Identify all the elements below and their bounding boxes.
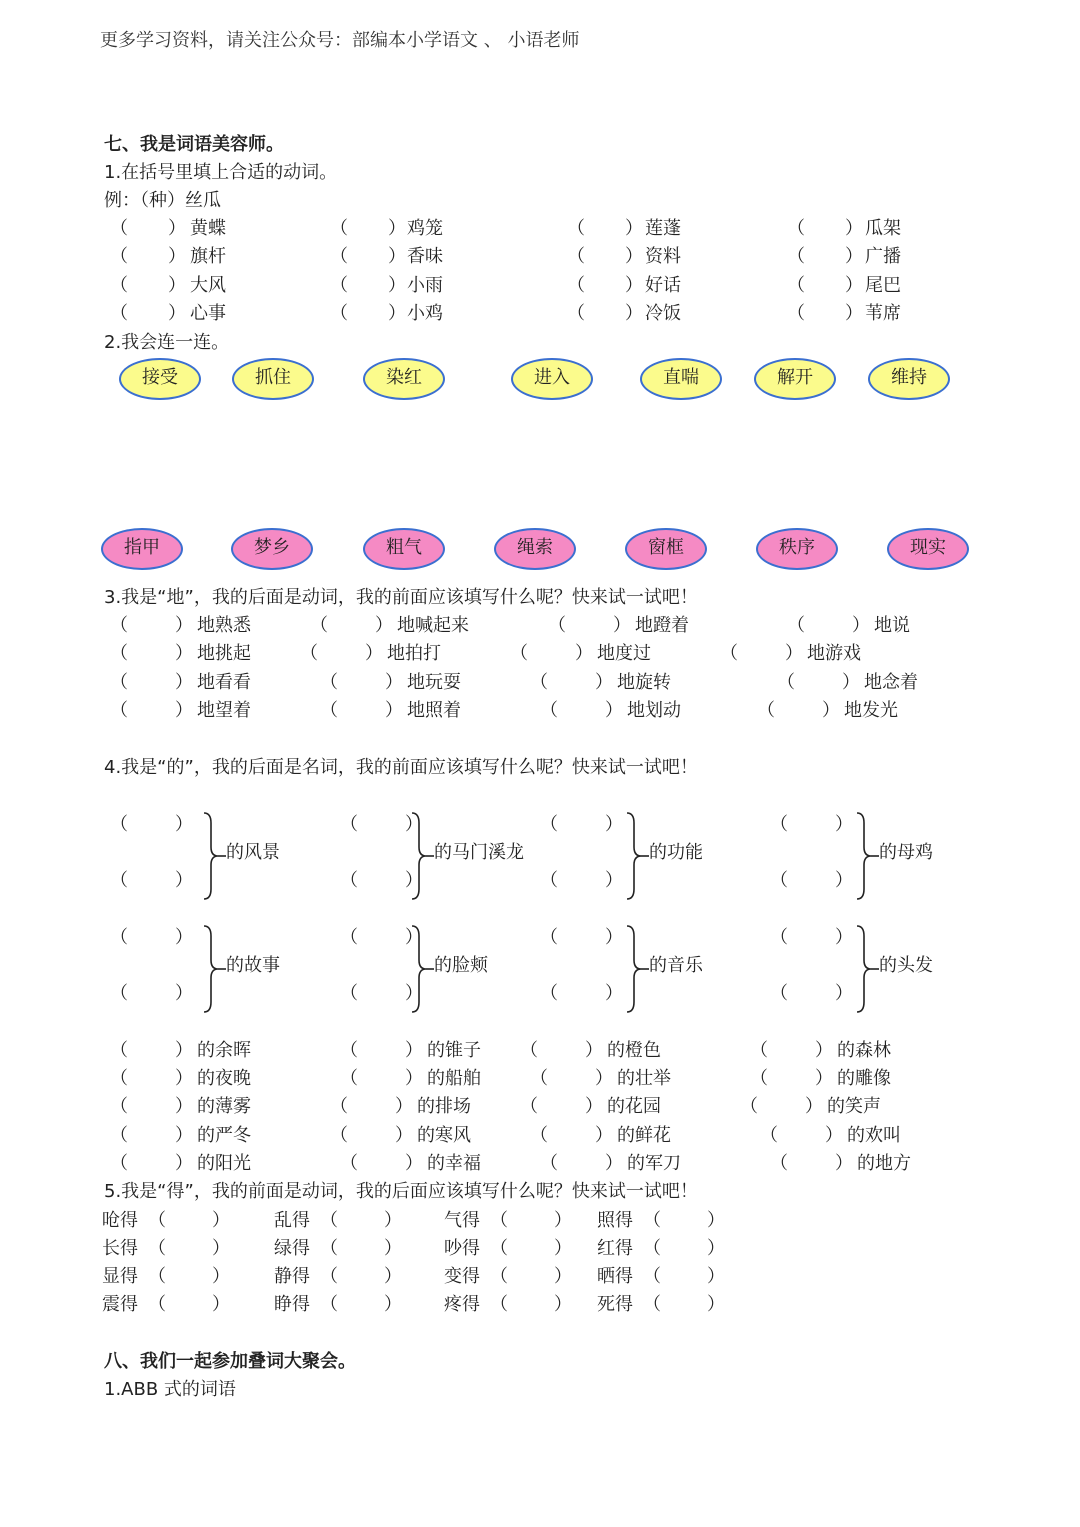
blank-open-paren: （ [110, 672, 128, 693]
blank-close-paren: ） [175, 643, 193, 664]
q4-group-noun: 的故事 [226, 955, 280, 976]
q3-instruction: 3.我是“地”，我的后面是动词，我的前面应该填写什么呢？快来试一试吧！ [104, 587, 698, 608]
blank-close-paren: ） [175, 1040, 193, 1061]
section7-title: 七、我是词语美容师。 [104, 134, 284, 155]
blank-close-paren: ） [405, 927, 423, 948]
blank-open-paren: （ [567, 303, 585, 324]
q5-word: 乱得 [274, 1210, 310, 1231]
blank-close-paren: ） [405, 814, 423, 835]
blank-open-paren: （ [777, 672, 795, 693]
q4-word: 的壮举 [617, 1068, 671, 1089]
blank-open-paren: （ [540, 1153, 558, 1174]
bottom-word-label: 绳索 [517, 537, 553, 558]
q4-group-noun: 的音乐 [649, 955, 703, 976]
blank-close-paren: ） [852, 615, 870, 636]
q3-word: 地划动 [627, 700, 681, 721]
blank-close-paren: ） [385, 700, 403, 721]
blank-close-paren: ） [845, 218, 863, 239]
blank-close-paren: ） [395, 1125, 413, 1146]
top-word-label: 接受 [142, 367, 178, 388]
blank-open-paren: （ [760, 1125, 778, 1146]
blank-close-paren: ） [835, 870, 853, 891]
q3-word: 地蹬着 [635, 615, 689, 636]
q4-word: 的寒风 [417, 1125, 471, 1146]
blank-close-paren: ） [212, 1294, 230, 1315]
bottom-word-label: 现实 [910, 537, 946, 558]
blank-open-paren: （ [110, 615, 128, 636]
q1-word: 广播 [865, 246, 901, 267]
bottom-word-label: 梦乡 [254, 537, 290, 558]
blank-close-paren: ） [625, 303, 643, 324]
curly-brace [625, 924, 649, 1014]
blank-close-paren: ） [384, 1238, 402, 1259]
blank-close-paren: ） [175, 1153, 193, 1174]
q5-word: 死得 [597, 1294, 633, 1315]
q3-word: 地游戏 [807, 643, 861, 664]
q5-word: 红得 [597, 1238, 633, 1259]
blank-open-paren: （ [340, 983, 358, 1004]
q3-word: 地念着 [864, 672, 918, 693]
blank-close-paren: ） [605, 814, 623, 835]
blank-open-paren: （ [320, 1210, 338, 1231]
blank-open-paren: （ [787, 303, 805, 324]
q5-word: 晒得 [597, 1266, 633, 1287]
blank-close-paren: ） [707, 1294, 725, 1315]
q1-word: 心事 [190, 303, 226, 324]
blank-open-paren: （ [320, 1238, 338, 1259]
top-word-label: 解开 [777, 367, 813, 388]
blank-open-paren: （ [540, 870, 558, 891]
q1-word: 资料 [645, 246, 681, 267]
blank-open-paren: （ [490, 1294, 508, 1315]
top-word-oval[interactable] [640, 358, 722, 400]
blank-open-paren: （ [770, 814, 788, 835]
q4-word: 的严冬 [197, 1125, 251, 1146]
blank-open-paren: （ [320, 672, 338, 693]
blank-open-paren: （ [110, 1096, 128, 1117]
blank-open-paren: （ [110, 870, 128, 891]
blank-open-paren: （ [643, 1266, 661, 1287]
q5-word: 气得 [444, 1210, 480, 1231]
q3-word: 地望着 [197, 700, 251, 721]
q1-instruction: 1.在括号里填上合适的动词。 [104, 162, 338, 183]
blank-open-paren: （ [540, 927, 558, 948]
blank-close-paren: ） [845, 303, 863, 324]
blank-open-paren: （ [300, 643, 318, 664]
top-word-oval[interactable] [868, 358, 950, 400]
top-word-label: 进入 [534, 367, 570, 388]
q4-word: 的锥子 [427, 1040, 481, 1061]
blank-close-paren: ） [175, 1068, 193, 1089]
blank-close-paren: ） [175, 814, 193, 835]
curly-brace [855, 924, 879, 1014]
blank-close-paren: ） [554, 1294, 572, 1315]
blank-open-paren: （ [567, 275, 585, 296]
blank-open-paren: （ [750, 1040, 768, 1061]
blank-close-paren: ） [388, 275, 406, 296]
s8-q1-instruction: 1.ABB 式的词语 [104, 1379, 236, 1400]
section8-title: 八、我们一起参加叠词大聚会。 [104, 1351, 356, 1372]
blank-open-paren: （ [310, 615, 328, 636]
blank-close-paren: ） [375, 615, 393, 636]
blank-open-paren: （ [770, 983, 788, 1004]
bottom-word-oval[interactable] [494, 528, 576, 570]
blank-close-paren: ） [384, 1266, 402, 1287]
q3-word: 地拍打 [387, 643, 441, 664]
blank-close-paren: ） [175, 1125, 193, 1146]
q4-word: 的森林 [837, 1040, 891, 1061]
blank-open-paren: （ [330, 1096, 348, 1117]
bottom-word-oval[interactable] [887, 528, 969, 570]
blank-close-paren: ） [395, 1096, 413, 1117]
q1-word: 鸡笼 [407, 218, 443, 239]
q4-group-noun: 的脸颊 [434, 955, 488, 976]
blank-close-paren: ） [168, 246, 186, 267]
q1-word: 黄蝶 [190, 218, 226, 239]
blank-close-paren: ） [605, 983, 623, 1004]
blank-close-paren: ） [707, 1266, 725, 1287]
bottom-word-oval[interactable] [101, 528, 183, 570]
bottom-word-label: 秩序 [779, 537, 815, 558]
q4-word: 的鲜花 [617, 1125, 671, 1146]
blank-open-paren: （ [320, 1266, 338, 1287]
blank-close-paren: ） [384, 1294, 402, 1315]
blank-close-paren: ） [822, 700, 840, 721]
q5-word: 绿得 [274, 1238, 310, 1259]
q4-word: 的雕像 [837, 1068, 891, 1089]
blank-close-paren: ） [625, 275, 643, 296]
q4-word: 的排场 [417, 1096, 471, 1117]
blank-close-paren: ） [554, 1210, 572, 1231]
top-word-label: 染红 [386, 367, 422, 388]
blank-open-paren: （ [490, 1238, 508, 1259]
bottom-word-oval[interactable] [363, 528, 445, 570]
blank-close-paren: ） [613, 615, 631, 636]
blank-open-paren: （ [540, 983, 558, 1004]
blank-close-paren: ） [785, 643, 803, 664]
blank-close-paren: ） [388, 218, 406, 239]
q1-example: 例：（种）丝瓜 [104, 190, 221, 211]
blank-open-paren: （ [330, 246, 348, 267]
blank-open-paren: （ [643, 1238, 661, 1259]
blank-open-paren: （ [110, 303, 128, 324]
blank-open-paren: （ [110, 1040, 128, 1061]
blank-close-paren: ） [388, 303, 406, 324]
blank-close-paren: ） [384, 1210, 402, 1231]
q3-word: 地说 [874, 615, 910, 636]
q5-word: 震得 [102, 1294, 138, 1315]
blank-close-paren: ） [212, 1238, 230, 1259]
top-word-oval[interactable] [119, 358, 201, 400]
q4-group-noun: 的头发 [879, 955, 933, 976]
blank-close-paren: ） [825, 1125, 843, 1146]
q4-word: 的花园 [607, 1096, 661, 1117]
blank-open-paren: （ [110, 700, 128, 721]
curly-brace [855, 811, 879, 901]
q1-word: 尾巴 [865, 275, 901, 296]
blank-close-paren: ） [405, 1153, 423, 1174]
q4-instruction: 4.我是“的”，我的后面是名词，我的前面应该填写什么呢？快来试一试吧！ [104, 757, 698, 778]
bottom-word-label: 指甲 [124, 537, 160, 558]
blank-close-paren: ） [175, 700, 193, 721]
blank-open-paren: （ [787, 246, 805, 267]
page-header: 更多学习资料，请关注公众号：部编本小学语文 、 小语老师 [100, 30, 580, 51]
blank-open-paren: （ [530, 1068, 548, 1089]
q2-instruction: 2.我会连一连。 [104, 332, 230, 353]
blank-open-paren: （ [110, 275, 128, 296]
blank-open-paren: （ [643, 1210, 661, 1231]
q5-word: 变得 [444, 1266, 480, 1287]
blank-open-paren: （ [110, 1125, 128, 1146]
blank-close-paren: ） [842, 672, 860, 693]
blank-close-paren: ） [835, 927, 853, 948]
q4-word: 的幸福 [427, 1153, 481, 1174]
blank-open-paren: （ [750, 1068, 768, 1089]
blank-open-paren: （ [720, 643, 738, 664]
q4-word: 的船舶 [427, 1068, 481, 1089]
blank-open-paren: （ [340, 1040, 358, 1061]
curly-brace [202, 811, 226, 901]
blank-open-paren: （ [643, 1294, 661, 1315]
blank-open-paren: （ [330, 275, 348, 296]
top-word-label: 抓住 [255, 367, 291, 388]
blank-open-paren: （ [148, 1294, 166, 1315]
blank-open-paren: （ [540, 700, 558, 721]
q5-word: 疼得 [444, 1294, 480, 1315]
curly-brace [202, 924, 226, 1014]
bottom-word-oval[interactable] [625, 528, 707, 570]
q4-word: 的欢叫 [847, 1125, 901, 1146]
blank-close-paren: ） [605, 927, 623, 948]
q1-word: 苇席 [865, 303, 901, 324]
q4-word: 的薄雾 [197, 1096, 251, 1117]
blank-open-paren: （ [540, 814, 558, 835]
q1-word: 香味 [407, 246, 443, 267]
blank-open-paren: （ [110, 1153, 128, 1174]
q5-word: 长得 [102, 1238, 138, 1259]
q5-word: 静得 [274, 1266, 310, 1287]
blank-open-paren: （ [110, 246, 128, 267]
q1-word: 小鸡 [407, 303, 443, 324]
top-word-label: 直喘 [663, 367, 699, 388]
q1-word: 冷饭 [645, 303, 681, 324]
q1-word: 好话 [645, 275, 681, 296]
q5-word: 照得 [597, 1210, 633, 1231]
blank-open-paren: （ [530, 1125, 548, 1146]
blank-close-paren: ） [175, 983, 193, 1004]
blank-open-paren: （ [490, 1266, 508, 1287]
blank-close-paren: ） [168, 218, 186, 239]
q1-word: 小雨 [407, 275, 443, 296]
blank-close-paren: ） [575, 643, 593, 664]
top-word-oval[interactable] [363, 358, 445, 400]
blank-close-paren: ） [845, 246, 863, 267]
blank-close-paren: ） [835, 814, 853, 835]
top-word-oval[interactable] [511, 358, 593, 400]
blank-close-paren: ） [168, 275, 186, 296]
q5-word: 显得 [102, 1266, 138, 1287]
blank-open-paren: （ [757, 700, 775, 721]
blank-close-paren: ） [605, 700, 623, 721]
blank-open-paren: （ [330, 1125, 348, 1146]
blank-open-paren: （ [110, 643, 128, 664]
blank-close-paren: ） [625, 218, 643, 239]
blank-open-paren: （ [330, 303, 348, 324]
bottom-word-label: 窗框 [648, 537, 684, 558]
q1-word: 大风 [190, 275, 226, 296]
blank-open-paren: （ [148, 1210, 166, 1231]
blank-open-paren: （ [340, 927, 358, 948]
blank-open-paren: （ [110, 218, 128, 239]
blank-open-paren: （ [787, 275, 805, 296]
q4-group-noun: 的风景 [226, 842, 280, 863]
blank-close-paren: ） [595, 1068, 613, 1089]
blank-open-paren: （ [340, 870, 358, 891]
blank-open-paren: （ [548, 615, 566, 636]
top-word-oval[interactable] [232, 358, 314, 400]
curly-brace [410, 811, 434, 901]
blank-close-paren: ） [554, 1238, 572, 1259]
blank-open-paren: （ [787, 615, 805, 636]
curly-brace [625, 811, 649, 901]
q1-word: 瓜架 [865, 218, 901, 239]
bottom-word-oval[interactable] [231, 528, 313, 570]
blank-open-paren: （ [520, 1040, 538, 1061]
blank-close-paren: ） [605, 1153, 623, 1174]
q4-group-noun: 的母鸡 [879, 842, 933, 863]
q5-word: 呛得 [102, 1210, 138, 1231]
blank-close-paren: ） [845, 275, 863, 296]
top-word-label: 维持 [891, 367, 927, 388]
blank-close-paren: ） [175, 672, 193, 693]
blank-open-paren: （ [520, 1096, 538, 1117]
blank-open-paren: （ [340, 814, 358, 835]
bottom-word-label: 粗气 [386, 537, 422, 558]
blank-open-paren: （ [320, 700, 338, 721]
top-word-oval[interactable] [754, 358, 836, 400]
blank-close-paren: ） [625, 246, 643, 267]
blank-close-paren: ） [388, 246, 406, 267]
blank-open-paren: （ [787, 218, 805, 239]
blank-open-paren: （ [148, 1238, 166, 1259]
blank-open-paren: （ [110, 927, 128, 948]
blank-close-paren: ） [405, 870, 423, 891]
blank-close-paren: ） [554, 1266, 572, 1287]
blank-close-paren: ） [707, 1238, 725, 1259]
q4-word: 的军刀 [627, 1153, 681, 1174]
blank-open-paren: （ [340, 1068, 358, 1089]
blank-open-paren: （ [330, 218, 348, 239]
curly-brace [410, 924, 434, 1014]
q3-word: 地照着 [407, 700, 461, 721]
blank-open-paren: （ [770, 870, 788, 891]
q4-word: 的余晖 [197, 1040, 251, 1061]
q3-word: 地发光 [844, 700, 898, 721]
blank-open-paren: （ [320, 1294, 338, 1315]
blank-close-paren: ） [835, 983, 853, 1004]
blank-close-paren: ） [815, 1068, 833, 1089]
blank-close-paren: ） [175, 615, 193, 636]
q4-word: 的阳光 [197, 1153, 251, 1174]
q3-word: 地旋转 [617, 672, 671, 693]
q4-word: 的笑声 [827, 1096, 881, 1117]
q4-word: 的地方 [857, 1153, 911, 1174]
blank-close-paren: ） [175, 1096, 193, 1117]
blank-open-paren: （ [510, 643, 528, 664]
blank-close-paren: ） [365, 643, 383, 664]
q5-word: 睁得 [274, 1294, 310, 1315]
blank-close-paren: ） [212, 1210, 230, 1231]
q3-word: 地度过 [597, 643, 651, 664]
blank-close-paren: ） [385, 672, 403, 693]
blank-open-paren: （ [740, 1096, 758, 1117]
q4-group-noun: 的功能 [649, 842, 703, 863]
blank-close-paren: ） [707, 1210, 725, 1231]
q4-word: 的夜晚 [197, 1068, 251, 1089]
q5-word: 吵得 [444, 1238, 480, 1259]
blank-open-paren: （ [148, 1266, 166, 1287]
blank-open-paren: （ [490, 1210, 508, 1231]
blank-open-paren: （ [770, 927, 788, 948]
q3-word: 地熟悉 [197, 615, 251, 636]
blank-close-paren: ） [815, 1040, 833, 1061]
blank-close-paren: ） [175, 927, 193, 948]
blank-open-paren: （ [567, 218, 585, 239]
q3-word: 地喊起来 [397, 615, 469, 636]
blank-close-paren: ） [168, 303, 186, 324]
blank-close-paren: ） [805, 1096, 823, 1117]
q4-word: 的橙色 [607, 1040, 661, 1061]
blank-open-paren: （ [530, 672, 548, 693]
q3-word: 地看看 [197, 672, 251, 693]
blank-close-paren: ） [405, 1040, 423, 1061]
blank-close-paren: ） [405, 1068, 423, 1089]
q5-instruction: 5.我是“得”，我的前面是动词，我的后面应该填写什么呢？快来试一试吧！ [104, 1181, 698, 1202]
blank-open-paren: （ [770, 1153, 788, 1174]
blank-close-paren: ） [175, 870, 193, 891]
blank-close-paren: ） [595, 672, 613, 693]
q1-word: 旗杆 [190, 246, 226, 267]
blank-open-paren: （ [110, 814, 128, 835]
blank-open-paren: （ [110, 983, 128, 1004]
blank-close-paren: ） [405, 983, 423, 1004]
blank-open-paren: （ [340, 1153, 358, 1174]
q4-group-noun: 的马门溪龙 [434, 842, 524, 863]
q3-word: 地玩耍 [407, 672, 461, 693]
blank-close-paren: ） [585, 1040, 603, 1061]
blank-open-paren: （ [567, 246, 585, 267]
q3-word: 地挑起 [197, 643, 251, 664]
blank-close-paren: ） [835, 1153, 853, 1174]
blank-close-paren: ） [585, 1096, 603, 1117]
bottom-word-oval[interactable] [756, 528, 838, 570]
blank-close-paren: ） [595, 1125, 613, 1146]
blank-close-paren: ） [212, 1266, 230, 1287]
blank-close-paren: ） [605, 870, 623, 891]
q1-word: 莲蓬 [645, 218, 681, 239]
blank-open-paren: （ [110, 1068, 128, 1089]
